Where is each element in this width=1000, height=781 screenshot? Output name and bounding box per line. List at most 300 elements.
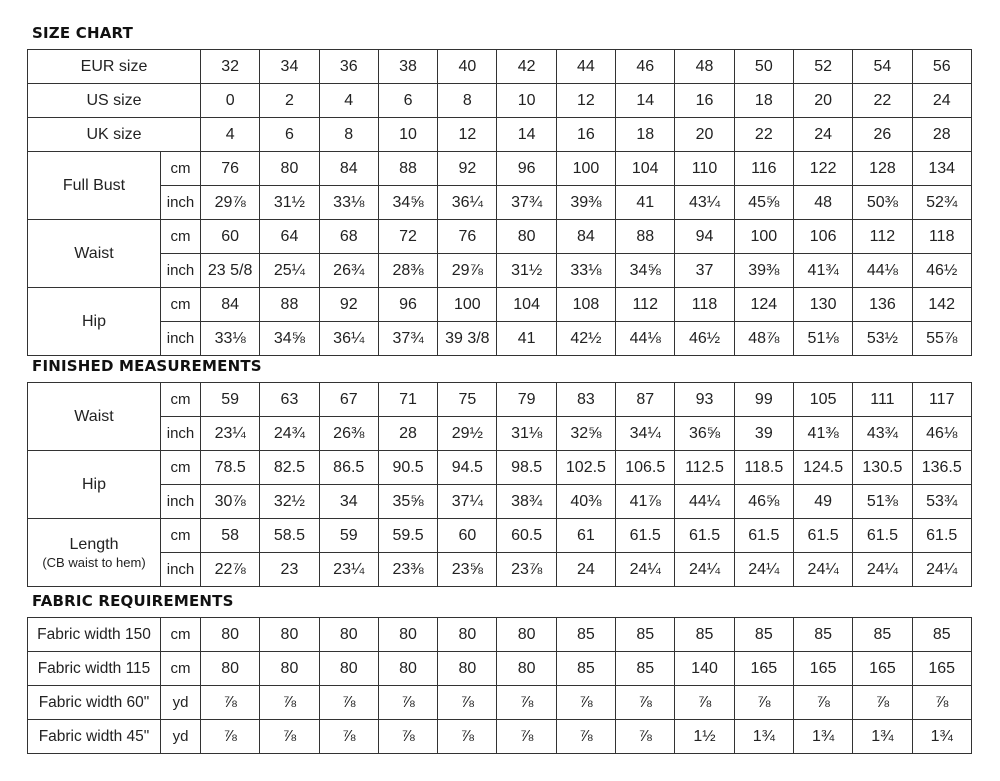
value-cell: 41: [616, 186, 675, 220]
value-cell: 50⅜: [853, 186, 912, 220]
value-cell: 26: [853, 118, 912, 152]
value-cell: 165: [734, 652, 793, 686]
value-cell: 80: [438, 652, 497, 686]
value-cell: 20: [793, 84, 852, 118]
value-cell: 59.5: [378, 519, 437, 553]
unit-cell: yd: [161, 686, 201, 720]
fabric-requirements-title: FABRIC REQUIREMENTS: [32, 592, 234, 610]
value-cell: 34¼: [616, 417, 675, 451]
size-system-label: UK size: [28, 118, 201, 152]
value-cell: 80: [319, 652, 378, 686]
value-cell: 117: [912, 383, 971, 417]
value-cell: 85: [556, 652, 615, 686]
value-cell: 105: [793, 383, 852, 417]
unit-cell: inch: [161, 553, 201, 587]
value-cell: 25¼: [260, 254, 319, 288]
table-row: [28, 553, 972, 587]
value-cell: 75: [438, 383, 497, 417]
value-cell: 92: [438, 152, 497, 186]
value-cell: 52: [793, 50, 852, 84]
measurement-name: Full Bust: [62, 176, 126, 194]
size-chart-table: [27, 49, 972, 356]
value-cell: 14: [616, 84, 675, 118]
value-cell: 85: [616, 618, 675, 652]
measurement-name: Hip: [81, 312, 106, 330]
value-cell: ⅞: [260, 686, 319, 720]
value-cell: 58.5: [260, 519, 319, 553]
value-cell: 34: [260, 50, 319, 84]
value-cell: 111: [853, 383, 912, 417]
value-cell: ⅞: [616, 686, 675, 720]
unit-cell: inch: [161, 417, 201, 451]
value-cell: ⅞: [319, 686, 378, 720]
value-cell: 8: [438, 84, 497, 118]
size-system-label: US size: [28, 84, 201, 118]
value-cell: 29⅞: [438, 254, 497, 288]
value-cell: 104: [616, 152, 675, 186]
value-cell: 46: [616, 50, 675, 84]
value-cell: 80: [497, 618, 556, 652]
value-cell: 43¾: [853, 417, 912, 451]
unit-cell: cm: [161, 652, 201, 686]
value-cell: 45⅝: [734, 186, 793, 220]
value-cell: 60.5: [497, 519, 556, 553]
value-cell: 33⅛: [556, 254, 615, 288]
value-cell: 6: [260, 118, 319, 152]
value-cell: 41¾: [793, 254, 852, 288]
value-cell: 48: [675, 50, 734, 84]
value-cell: 40⅜: [556, 485, 615, 519]
value-cell: 79: [497, 383, 556, 417]
value-cell: 80: [319, 618, 378, 652]
value-cell: 24¼: [675, 553, 734, 587]
measurement-name: Waist: [74, 244, 114, 262]
value-cell: ⅞: [378, 686, 437, 720]
value-cell: 23: [260, 553, 319, 587]
fabric-width-label: Fabric width 60": [28, 686, 161, 720]
value-cell: 1¾: [793, 720, 852, 754]
value-cell: 100: [734, 220, 793, 254]
table-row: [28, 288, 972, 322]
value-cell: 41⅜: [793, 417, 852, 451]
value-cell: 32: [201, 50, 260, 84]
value-cell: 34: [319, 485, 378, 519]
value-cell: 96: [497, 152, 556, 186]
value-cell: 42½: [556, 322, 615, 356]
value-cell: 110: [675, 152, 734, 186]
value-cell: 20: [675, 118, 734, 152]
value-cell: 26¾: [319, 254, 378, 288]
value-cell: ⅞: [556, 686, 615, 720]
value-cell: 4: [319, 84, 378, 118]
value-cell: 76: [438, 220, 497, 254]
value-cell: 12: [438, 118, 497, 152]
value-cell: 118.5: [734, 451, 793, 485]
value-cell: 1¾: [912, 720, 971, 754]
fabric-width-label: Fabric width 45": [28, 720, 161, 754]
value-cell: 52¾: [912, 186, 971, 220]
value-cell: 1¾: [853, 720, 912, 754]
value-cell: 124: [734, 288, 793, 322]
value-cell: ⅞: [853, 686, 912, 720]
value-cell: 4: [201, 118, 260, 152]
value-cell: 118: [675, 288, 734, 322]
value-cell: 80: [260, 618, 319, 652]
value-cell: 140: [675, 652, 734, 686]
value-cell: 61.5: [675, 519, 734, 553]
value-cell: 23⅝: [438, 553, 497, 587]
value-cell: 80: [438, 618, 497, 652]
value-cell: 24¼: [734, 553, 793, 587]
table-row: [28, 254, 972, 288]
value-cell: 128: [853, 152, 912, 186]
value-cell: 85: [556, 618, 615, 652]
value-cell: 49: [793, 485, 852, 519]
value-cell: 61.5: [912, 519, 971, 553]
table-row: [28, 652, 972, 686]
value-cell: 36: [319, 50, 378, 84]
value-cell: 86.5: [319, 451, 378, 485]
table-row: [28, 118, 972, 152]
value-cell: 22⅞: [201, 553, 260, 587]
value-cell: 84: [556, 220, 615, 254]
value-cell: ⅞: [497, 720, 556, 754]
value-cell: 76: [201, 152, 260, 186]
value-cell: 41: [497, 322, 556, 356]
measurement-name: Hip: [81, 475, 106, 493]
value-cell: 93: [675, 383, 734, 417]
table-row: [28, 519, 972, 553]
table-row: [28, 618, 972, 652]
measurement-name: Length: [69, 535, 119, 553]
value-cell: 85: [793, 618, 852, 652]
value-cell: 102.5: [556, 451, 615, 485]
value-cell: 51⅛: [793, 322, 852, 356]
table-row: [28, 383, 972, 417]
value-cell: 80: [378, 618, 437, 652]
value-cell: 46⅝: [734, 485, 793, 519]
value-cell: 18: [734, 84, 793, 118]
size-system-label: EUR size: [28, 50, 201, 84]
value-cell: 24¾: [260, 417, 319, 451]
value-cell: 46½: [675, 322, 734, 356]
fabric-width-label: Fabric width 115: [28, 652, 161, 686]
value-cell: 59: [319, 519, 378, 553]
value-cell: 50: [734, 50, 793, 84]
value-cell: 41⅞: [616, 485, 675, 519]
value-cell: 24¼: [853, 553, 912, 587]
table-row: [28, 50, 972, 84]
value-cell: 39⅜: [734, 254, 793, 288]
value-cell: 44⅛: [853, 254, 912, 288]
value-cell: 46⅛: [912, 417, 971, 451]
value-cell: 84: [201, 288, 260, 322]
value-cell: ⅞: [912, 686, 971, 720]
value-cell: 55⅞: [912, 322, 971, 356]
value-cell: 82.5: [260, 451, 319, 485]
value-cell: 88: [378, 152, 437, 186]
measurement-label: [28, 451, 161, 519]
value-cell: 134: [912, 152, 971, 186]
measurement-label: [28, 220, 161, 288]
value-cell: 53¾: [912, 485, 971, 519]
value-cell: 48⅞: [734, 322, 793, 356]
value-cell: 24: [556, 553, 615, 587]
value-cell: 24¼: [793, 553, 852, 587]
value-cell: 80: [260, 152, 319, 186]
value-cell: 94: [675, 220, 734, 254]
value-cell: 68: [319, 220, 378, 254]
unit-cell: cm: [161, 288, 201, 322]
value-cell: 54: [853, 50, 912, 84]
value-cell: 116: [734, 152, 793, 186]
value-cell: 59: [201, 383, 260, 417]
value-cell: 26⅜: [319, 417, 378, 451]
value-cell: ⅞: [201, 686, 260, 720]
value-cell: 24¼: [912, 553, 971, 587]
value-cell: ⅞: [319, 720, 378, 754]
unit-cell: inch: [161, 186, 201, 220]
value-cell: 78.5: [201, 451, 260, 485]
value-cell: 61: [556, 519, 615, 553]
value-cell: 24: [912, 84, 971, 118]
value-cell: 10: [497, 84, 556, 118]
unit-cell: inch: [161, 485, 201, 519]
value-cell: 142: [912, 288, 971, 322]
value-cell: 98.5: [497, 451, 556, 485]
value-cell: 2: [260, 84, 319, 118]
measurement-label: [28, 152, 161, 220]
value-cell: 67: [319, 383, 378, 417]
value-cell: 29⅞: [201, 186, 260, 220]
table-row: [28, 152, 972, 186]
value-cell: 53½: [853, 322, 912, 356]
value-cell: 48: [793, 186, 852, 220]
value-cell: 51⅜: [853, 485, 912, 519]
value-cell: 44: [556, 50, 615, 84]
value-cell: 165: [793, 652, 852, 686]
finished-measurements-table: [27, 382, 972, 587]
value-cell: 34⅝: [378, 186, 437, 220]
value-cell: 136.5: [912, 451, 971, 485]
value-cell: 112: [616, 288, 675, 322]
value-cell: 28⅜: [378, 254, 437, 288]
value-cell: 96: [378, 288, 437, 322]
value-cell: ⅞: [438, 720, 497, 754]
value-cell: 22: [734, 118, 793, 152]
table-row: [28, 84, 972, 118]
value-cell: 44¼: [675, 485, 734, 519]
value-cell: 37¼: [438, 485, 497, 519]
value-cell: 34⅝: [616, 254, 675, 288]
value-cell: 104: [497, 288, 556, 322]
value-cell: 44⅛: [616, 322, 675, 356]
value-cell: 85: [853, 618, 912, 652]
value-cell: 33⅛: [201, 322, 260, 356]
value-cell: 38: [378, 50, 437, 84]
value-cell: 112.5: [675, 451, 734, 485]
value-cell: 112: [853, 220, 912, 254]
unit-cell: cm: [161, 519, 201, 553]
value-cell: 32⅝: [556, 417, 615, 451]
value-cell: 6: [378, 84, 437, 118]
unit-cell: cm: [161, 618, 201, 652]
value-cell: 31½: [497, 254, 556, 288]
value-cell: ⅞: [201, 720, 260, 754]
value-cell: 80: [497, 652, 556, 686]
value-cell: 31½: [260, 186, 319, 220]
measurement-name: Waist: [74, 407, 114, 425]
value-cell: 39⅜: [556, 186, 615, 220]
value-cell: 24¼: [616, 553, 675, 587]
value-cell: 23⅞: [497, 553, 556, 587]
unit-cell: yd: [161, 720, 201, 754]
value-cell: 130: [793, 288, 852, 322]
value-cell: 84: [319, 152, 378, 186]
value-cell: 87: [616, 383, 675, 417]
table-row: [28, 186, 972, 220]
table-row: [28, 220, 972, 254]
value-cell: 63: [260, 383, 319, 417]
value-cell: 61.5: [853, 519, 912, 553]
value-cell: 43¼: [675, 186, 734, 220]
value-cell: 106.5: [616, 451, 675, 485]
value-cell: 1¾: [734, 720, 793, 754]
value-cell: 58: [201, 519, 260, 553]
value-cell: 122: [793, 152, 852, 186]
value-cell: 165: [912, 652, 971, 686]
value-cell: 23⅜: [378, 553, 437, 587]
measurement-label: [28, 383, 161, 451]
unit-cell: inch: [161, 254, 201, 288]
value-cell: 33⅛: [319, 186, 378, 220]
value-cell: 12: [556, 84, 615, 118]
table-row: [28, 720, 972, 754]
value-cell: 106: [793, 220, 852, 254]
value-cell: 64: [260, 220, 319, 254]
value-cell: ⅞: [438, 686, 497, 720]
value-cell: 165: [853, 652, 912, 686]
size-chart-title: SIZE CHART: [32, 24, 134, 42]
fabric-requirements-table: [27, 617, 972, 754]
value-cell: 100: [438, 288, 497, 322]
value-cell: 22: [853, 84, 912, 118]
value-cell: ⅞: [556, 720, 615, 754]
value-cell: 92: [319, 288, 378, 322]
value-cell: 37: [675, 254, 734, 288]
value-cell: 85: [675, 618, 734, 652]
value-cell: 71: [378, 383, 437, 417]
value-cell: 85: [912, 618, 971, 652]
value-cell: 61.5: [793, 519, 852, 553]
value-cell: 23¼: [201, 417, 260, 451]
value-cell: 28: [378, 417, 437, 451]
value-cell: ⅞: [260, 720, 319, 754]
unit-cell: cm: [161, 152, 201, 186]
value-cell: 85: [616, 652, 675, 686]
value-cell: 80: [201, 618, 260, 652]
value-cell: 80: [378, 652, 437, 686]
value-cell: ⅞: [793, 686, 852, 720]
unit-cell: inch: [161, 322, 201, 356]
value-cell: 61.5: [734, 519, 793, 553]
value-cell: 35⅝: [378, 485, 437, 519]
table-row: [28, 485, 972, 519]
value-cell: ⅞: [734, 686, 793, 720]
value-cell: 16: [556, 118, 615, 152]
unit-cell: cm: [161, 451, 201, 485]
value-cell: 72: [378, 220, 437, 254]
value-cell: 32½: [260, 485, 319, 519]
table-row: [28, 417, 972, 451]
value-cell: 38¾: [497, 485, 556, 519]
measurement-label: [28, 519, 161, 587]
value-cell: 24: [793, 118, 852, 152]
value-cell: 85: [734, 618, 793, 652]
measurement-label: [28, 288, 161, 356]
value-cell: 10: [378, 118, 437, 152]
measurement-sublabel: (CB waist to hem): [42, 554, 146, 570]
value-cell: 39 3/8: [438, 322, 497, 356]
value-cell: 61.5: [616, 519, 675, 553]
value-cell: 88: [616, 220, 675, 254]
value-cell: 108: [556, 288, 615, 322]
value-cell: 40: [438, 50, 497, 84]
table-row: [28, 322, 972, 356]
value-cell: 30⅞: [201, 485, 260, 519]
value-cell: 42: [497, 50, 556, 84]
value-cell: 136: [853, 288, 912, 322]
value-cell: 99: [734, 383, 793, 417]
value-cell: 46½: [912, 254, 971, 288]
value-cell: 37¾: [497, 186, 556, 220]
value-cell: 94.5: [438, 451, 497, 485]
value-cell: 31⅛: [497, 417, 556, 451]
value-cell: 80: [497, 220, 556, 254]
value-cell: 36¼: [319, 322, 378, 356]
value-cell: ⅞: [378, 720, 437, 754]
value-cell: 36¼: [438, 186, 497, 220]
value-cell: 100: [556, 152, 615, 186]
value-cell: 18: [616, 118, 675, 152]
value-cell: 88: [260, 288, 319, 322]
unit-cell: cm: [161, 383, 201, 417]
value-cell: 130.5: [853, 451, 912, 485]
value-cell: 60: [201, 220, 260, 254]
value-cell: 39: [734, 417, 793, 451]
value-cell: 118: [912, 220, 971, 254]
finished-measurements-title: FINISHED MEASUREMENTS: [32, 357, 262, 375]
value-cell: 28: [912, 118, 971, 152]
unit-cell: cm: [161, 220, 201, 254]
value-cell: ⅞: [675, 686, 734, 720]
value-cell: ⅞: [616, 720, 675, 754]
value-cell: 8: [319, 118, 378, 152]
value-cell: 37¾: [378, 322, 437, 356]
value-cell: 29½: [438, 417, 497, 451]
value-cell: 34⅝: [260, 322, 319, 356]
value-cell: 0: [201, 84, 260, 118]
value-cell: 90.5: [378, 451, 437, 485]
value-cell: 60: [438, 519, 497, 553]
value-cell: 14: [497, 118, 556, 152]
value-cell: 16: [675, 84, 734, 118]
value-cell: 36⅝: [675, 417, 734, 451]
value-cell: 56: [912, 50, 971, 84]
value-cell: ⅞: [497, 686, 556, 720]
value-cell: 23 5/8: [201, 254, 260, 288]
value-cell: 83: [556, 383, 615, 417]
